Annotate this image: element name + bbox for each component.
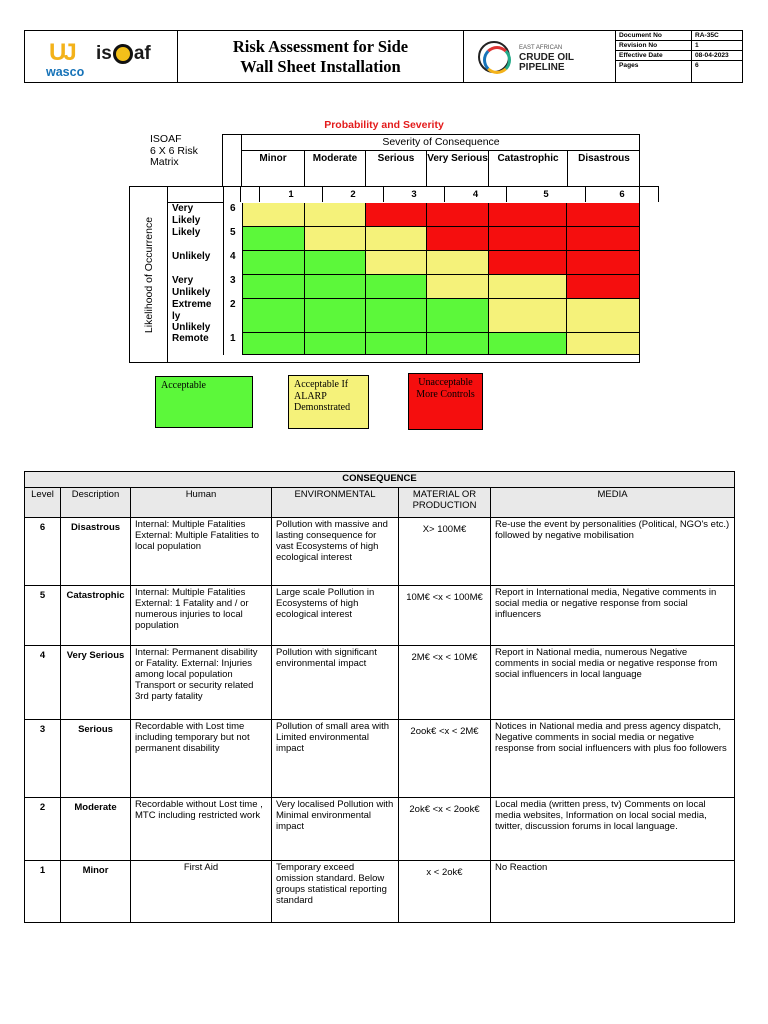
consequence-cell-desc: Minor: [61, 861, 131, 923]
severity-label: Minor: [242, 151, 305, 187]
consequence-cell-mat: 2ook€ <x < 2M€: [399, 720, 491, 798]
consequence-row: [25, 720, 735, 798]
consequence-title: CONSEQUENCE: [25, 472, 735, 488]
consequence-cell-human: First Aid: [131, 861, 272, 923]
risk-cell: [366, 299, 427, 333]
risk-cell: [243, 275, 306, 299]
company-logos: [25, 31, 178, 82]
consequence-table: [24, 471, 735, 923]
consequence-body: [25, 518, 735, 923]
severity-label: Catastrophic: [489, 151, 568, 187]
meta-row-pages: Pages 6: [616, 61, 742, 82]
consequence-column-header: Description: [61, 488, 131, 518]
consequence-column-header: Human: [131, 488, 272, 518]
consequence-column-header: MEDIA: [491, 488, 735, 518]
risk-cell: [305, 275, 366, 299]
severity-number: 3: [384, 187, 445, 202]
risk-cell: [366, 275, 427, 299]
likelihood-number: 5: [224, 227, 243, 251]
risk-cell: [489, 299, 568, 333]
legend-unacceptable: Unacceptable More Controls: [408, 373, 483, 430]
document-title-cell: [178, 31, 464, 82]
consequence-cell-media: Notices in National media and press agency dispatch, Negative comments in social media or negative response from social influencers with plus foo followers: [491, 720, 735, 798]
risk-cell: [305, 227, 366, 251]
document-meta: [616, 31, 742, 82]
risk-cell: [489, 203, 568, 227]
severity-header: [222, 134, 640, 186]
risk-cell: [366, 203, 427, 227]
risk-cell: [489, 251, 568, 275]
consequence-cell-desc: Very Serious: [61, 646, 131, 720]
consequence-cell-desc: Catastrophic: [61, 586, 131, 646]
likelihood-row: [168, 333, 639, 355]
likelihood-label: Very Unlikely: [168, 275, 224, 299]
isoaf-circle-icon: [113, 44, 133, 64]
risk-cell: [366, 227, 427, 251]
risk-cell: [243, 203, 306, 227]
consequence-cell-desc: Serious: [61, 720, 131, 798]
consequence-cell-media: Report in National media, numerous Negative comments in social media or negative response from social influencers in local language: [491, 646, 735, 720]
meta-row-effective-date: Effective Date 08-04-2023: [616, 51, 742, 61]
consequence-cell-media: No Reaction: [491, 861, 735, 923]
document-title: Risk Assessment for Side Wall Sheet Installation: [232, 36, 409, 76]
consequence-cell-human: Internal: Multiple Fatalities External: Multiple Fatalities to local population: [131, 518, 272, 586]
consequence-cell-desc: Disastrous: [61, 518, 131, 586]
likelihood-row: [168, 251, 639, 275]
eacop-logo-cell: [464, 31, 616, 82]
consequence-cell-human: Internal: Permanent disability or Fatality. External: Injuries among local population Transport or security related 3rd party fatality: [131, 646, 272, 720]
consequence-cell-env: Large scale Pollution in Ecosystems of high ecological interest: [272, 586, 399, 646]
risk-cell: [567, 203, 639, 227]
consequence-cell-human: Internal: Multiple Fatalities External: 1 Fatality and / or numerous injuries to local population: [131, 586, 272, 646]
risk-cell: [305, 203, 366, 227]
consequence-cell-env: Pollution with significant environmental impact: [272, 646, 399, 720]
consequence-cell-mat: 2ok€ <x < 2ook€: [399, 798, 491, 861]
likelihood-row: [168, 203, 639, 227]
risk-cell: [567, 275, 639, 299]
risk-cell: [427, 275, 489, 299]
risk-cell: [567, 227, 639, 251]
likelihood-label: Very Likely: [168, 203, 224, 227]
risk-cell: [489, 227, 568, 251]
likelihood-row: [168, 227, 639, 251]
severity-label: Disastrous: [578, 153, 630, 164]
likelihood-number: 6: [224, 203, 243, 227]
grid-spacer-row: [168, 187, 639, 203]
risk-cell: [366, 251, 427, 275]
risk-cell: [366, 333, 427, 355]
risk-cell: [305, 251, 366, 275]
consequence-cell-mat: x < 2ok€: [399, 861, 491, 923]
consequence-cell-media: Re-use the event by personalities (Political, NGO's etc.) followed by negative mobilisation: [491, 518, 735, 586]
severity-number: 6: [619, 189, 625, 200]
risk-cell: [243, 333, 306, 355]
document-header: [24, 30, 743, 83]
severity-labels: [241, 151, 640, 187]
consequence-cell-media: Report in International media, Negative comments in social media or negative response from social influencers: [491, 586, 735, 646]
severity-title: Severity of Consequence: [241, 135, 640, 151]
risk-cell: [567, 333, 639, 355]
consequence-cell-level: 2: [25, 798, 61, 861]
legend-acceptable: Acceptable: [155, 376, 253, 428]
severity-label: Moderate: [305, 151, 366, 187]
consequence-cell-level: 5: [25, 586, 61, 646]
severity-label: Serious: [366, 151, 427, 187]
consequence-cell-level: 3: [25, 720, 61, 798]
likelihood-row: [168, 299, 639, 333]
consequence-cell-media: Local media (written press, tv) Comments on local media websites, Information on local social media, twitter, discussion forums in local language.: [491, 798, 735, 861]
likelihood-title: Likelihood of Occurrence: [143, 216, 155, 334]
severity-number: 5: [507, 187, 586, 202]
risk-cell: [427, 203, 489, 227]
likelihood-label: Unlikely: [168, 251, 224, 275]
eacop-emblem-icon: [478, 41, 510, 73]
eacop-logo-text: EAST AFRICAN CRUDE OIL PIPELINE: [519, 45, 574, 73]
likelihood-label: Remote: [168, 333, 224, 355]
likelihood-label: Extreme ly Unlikely: [168, 299, 224, 333]
risk-cell: [567, 251, 639, 275]
consequence-cell-env: Pollution with massive and lasting consequence for vast Ecosystems of high ecological interest: [272, 518, 399, 586]
risk-cell: [489, 333, 568, 355]
consequence-cell-level: 1: [25, 861, 61, 923]
isoaf-logo: is af: [96, 43, 151, 64]
consequence-row: [25, 798, 735, 861]
risk-cell: [427, 299, 489, 333]
consequence-row: [25, 861, 735, 923]
likelihood-row: [168, 275, 639, 299]
risk-cell: [305, 299, 366, 333]
risk-cell: [427, 333, 489, 355]
consequence-cell-mat: 2M€ <x < 10M€: [399, 646, 491, 720]
likelihood-number: 3: [224, 275, 243, 299]
consequence-cell-env: Very localised Pollution with Minimal environmental impact: [272, 798, 399, 861]
matrix-section-title: Probability and Severity: [324, 119, 444, 131]
meta-row-document-no: Document No RA-35C: [616, 31, 742, 41]
consequence-cell-human: Recordable with Lost time including temporary but not permanent disability: [131, 720, 272, 798]
severity-number: 4: [445, 187, 507, 202]
meta-row-revision-no: Revision No 1: [616, 41, 742, 51]
legend-alarp: Acceptable If ALARP Demonstrated: [288, 375, 369, 429]
consequence-cell-mat: X> 100M€: [399, 518, 491, 586]
severity-number: 1: [260, 187, 323, 202]
matrix-label: ISOAF 6 X 6 Risk Matrix: [150, 133, 198, 168]
consequence-cell-env: Pollution of small area with Limited environmental impact: [272, 720, 399, 798]
likelihood-axis: [129, 186, 167, 363]
likelihood-number: 4: [224, 251, 243, 275]
consequence-column-header: Level: [25, 488, 61, 518]
consequence-column-header: ENVIRONMENTAL: [272, 488, 399, 518]
risk-grid: [167, 186, 640, 363]
risk-cell: [427, 227, 489, 251]
likelihood-label: Likely: [168, 227, 224, 251]
risk-cell: [305, 333, 366, 355]
risk-cell: [243, 299, 306, 333]
risk-cell: [567, 299, 639, 333]
consequence-cell-level: 4: [25, 646, 61, 720]
uj-logo: UJ: [49, 39, 74, 66]
likelihood-number: 1: [224, 333, 243, 355]
consequence-column-header: MATERIAL OR PRODUCTION: [399, 488, 491, 518]
risk-cell: [489, 275, 568, 299]
severity-number: 2: [323, 187, 384, 202]
risk-cell: [243, 227, 306, 251]
likelihood-number: 2: [224, 299, 243, 333]
consequence-cell-desc: Moderate: [61, 798, 131, 861]
severity-label: Very Serious: [427, 151, 489, 187]
risk-cell: [427, 251, 489, 275]
consequence-cell-mat: 10M€ <x < 100M€: [399, 586, 491, 646]
grid-spacer-cell: [168, 187, 224, 203]
consequence-header-row: [25, 488, 735, 518]
wasco-logo: wasco: [46, 65, 85, 79]
risk-cell: [243, 251, 306, 275]
consequence-cell-human: Recordable without Lost time , MTC including restricted work: [131, 798, 272, 861]
consequence-cell-env: Temporary exceed omission standard. Below groups statistical reporting standard: [272, 861, 399, 923]
consequence-row: [25, 646, 735, 720]
consequence-row: [25, 586, 735, 646]
consequence-cell-level: 6: [25, 518, 61, 586]
consequence-row: [25, 518, 735, 586]
